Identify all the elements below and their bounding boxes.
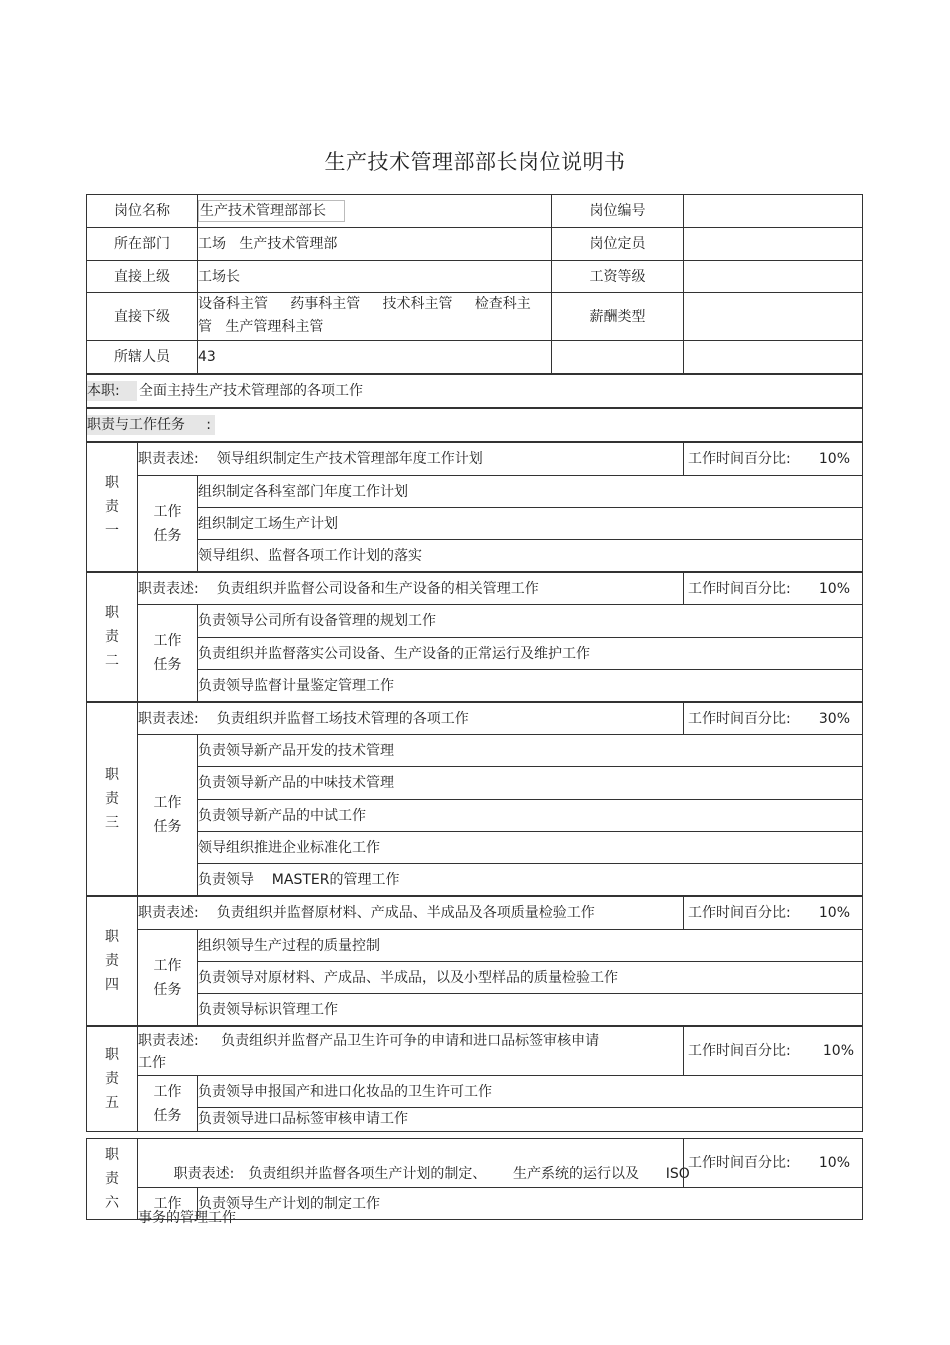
duty-1-time-label: 工作时间百分比: — [688, 451, 791, 467]
duty-4-time-label: 工作时间百分比: — [688, 905, 791, 921]
duty-2-time-pct: 10% — [818, 580, 850, 597]
position-name-cell — [197, 194, 552, 228]
staff-count-value: 43 — [197, 340, 552, 374]
duty-4-task-3: 负责领导标识管理工作 — [197, 993, 863, 1026]
duty-2-desc-text: 负责组织并监督公司设备和生产设备的相关管理工作 — [216, 580, 539, 597]
duty-5 — [86, 1026, 863, 1132]
duty-4-time — [683, 896, 863, 930]
duties-header-text: 职责与工作任务 — [87, 417, 185, 433]
duty-1-desc-label: 职责表述: — [138, 451, 199, 467]
duty-4-task-1: 组织领导生产过程的质量控制 — [197, 929, 863, 962]
duty-4-description — [137, 896, 684, 930]
duty-4-time-pct: 10% — [818, 905, 850, 921]
duty-6-desc-line-2: 事务的管理工作 — [138, 1210, 236, 1226]
duty-3-task-label: 工作 任务 — [137, 734, 198, 896]
duty-3-time-pct: 30% — [818, 710, 850, 727]
duty-3-task-1: 负责领导新产品开发的技术管理 — [197, 734, 863, 767]
label-department: 所在部门 — [86, 227, 198, 261]
duty-6-desc-label: 职责表述: — [173, 1166, 235, 1182]
subordinates-line-2: 管 生产管理科主管 — [198, 319, 324, 335]
label-headcount: 岗位定员 — [551, 227, 684, 261]
direct-subordinates-value — [197, 292, 552, 341]
duty-2-task-2: 负责组织并监督落实公司设备、生产设备的正常运行及维护工作 — [197, 637, 863, 670]
duty-3 — [86, 702, 863, 896]
duty-5-time-pct: 10% — [822, 1043, 854, 1059]
duty-5-time-label: 工作时间百分比: — [688, 1043, 791, 1059]
staff-count-value2 — [683, 340, 863, 374]
duty-6-task-1: 负责领导生产计划的制定工作 — [197, 1187, 863, 1220]
duty-3-task-4: 领导组织推进企业标准化工作 — [197, 831, 863, 864]
duty-5-task-label: 工作 任务 — [137, 1075, 198, 1132]
position-name-value: 生产技术管理部部长 — [198, 200, 345, 222]
duty-summary-label: 本职: — [87, 381, 137, 401]
duty-3-desc-label: 职责表述: — [138, 710, 199, 727]
duties-header-row — [86, 408, 863, 442]
duty-6-title: 职 责 六 — [86, 1138, 138, 1220]
department-value: 工场 生产技术管理部 — [197, 227, 552, 261]
duty-3-title: 职 责 三 — [86, 702, 138, 896]
duty-1 — [86, 442, 863, 572]
duty-6-time — [683, 1138, 863, 1188]
duty-2-time-label: 工作时间百分比: — [688, 580, 791, 597]
label-position-number: 岗位编号 — [551, 194, 684, 228]
duty-3-task-2: 负责领导新产品的中味技术管理 — [197, 766, 863, 800]
basic-info-table — [86, 194, 863, 374]
direct-superior-value: 工场长 — [197, 260, 552, 293]
duty-2-time — [683, 572, 863, 605]
duties-header-colon: : — [206, 417, 211, 433]
duty-6-time-pct: 10% — [818, 1155, 850, 1171]
label-pay-type: 薪酬类型 — [551, 292, 684, 341]
label-direct-superior: 直接上级 — [86, 260, 198, 293]
duty-1-title: 职 责 一 — [86, 442, 138, 572]
duty-2-title: 职 责 二 — [86, 572, 138, 702]
subordinates-line-1: 设备科主管 药事科主管 技术科主管 检查科主 — [198, 296, 531, 312]
duty-3-task-5: 负责领导 MASTER的管理工作 — [197, 863, 863, 896]
duty-6-task-label: 工作 — [137, 1187, 198, 1220]
duty-6-desc-line-1: 负责组织并监督各项生产计划的制定、 生产系统的运行以及 ISO — [248, 1166, 690, 1182]
duty-1-time — [683, 442, 863, 476]
duty-2-task-label: 工作 任务 — [137, 604, 198, 702]
duty-4-task-2: 负责领导对原材料、产成品、半成品，以及小型样品的质量检验工作 — [197, 961, 863, 994]
duty-4-task-label: 工作 任务 — [137, 929, 198, 1026]
duty-summary-row — [86, 374, 863, 408]
duty-5-desc-line-2: 工作 — [138, 1055, 166, 1071]
duty-1-task-2: 组织制定工场生产计划 — [197, 507, 863, 540]
label-staff-count: 所辖人员 — [86, 340, 198, 374]
position-number-value — [683, 194, 863, 228]
duty-6 — [86, 1138, 863, 1226]
duty-4 — [86, 896, 863, 1026]
duty-6-time-label: 工作时间百分比: — [688, 1155, 791, 1171]
duties-header-label — [87, 415, 215, 435]
duty-3-time-label: 工作时间百分比: — [688, 710, 791, 727]
duty-1-time-pct: 10% — [818, 451, 850, 467]
staff-count-label2 — [551, 340, 684, 374]
duty-5-title: 职 责 五 — [86, 1026, 138, 1132]
salary-grade-value — [683, 260, 863, 293]
duty-5-desc-label: 职责表述: — [138, 1033, 199, 1049]
pay-type-value — [683, 292, 863, 341]
duty-4-title: 职 责 四 — [86, 896, 138, 1026]
duty-2-task-3: 负责领导监督计量鉴定管理工作 — [197, 669, 863, 702]
duty-4-desc-text: 负责组织并监督原材料、产成品、半成品及各项质量检验工作 — [216, 905, 595, 921]
duty-1-description — [137, 442, 684, 476]
duty-1-task-1: 组织制定各科室部门年度工作计划 — [197, 475, 863, 508]
duty-5-description — [137, 1026, 684, 1076]
duty-5-time — [683, 1026, 863, 1076]
duty-1-desc-text: 领导组织制定生产技术管理部年度工作计划 — [216, 451, 483, 467]
duty-1-task-label: 工作 任务 — [137, 475, 198, 572]
duty-4-desc-label: 职责表述: — [138, 905, 199, 921]
label-position-name: 岗位名称 — [86, 194, 198, 228]
duty-5-task-2: 负责领导进口品标签审核申请工作 — [197, 1107, 863, 1132]
duty-3-desc-text: 负责组织并监督工场技术管理的各项工作 — [216, 710, 469, 727]
duty-5-desc-line-1: 负责组织并监督产品卫生许可争的申请和进口品标签审核申请 — [221, 1033, 600, 1049]
duty-2-description — [137, 572, 684, 605]
duty-summary-value: 全面主持生产技术管理部的各项工作 — [139, 383, 363, 399]
duty-5-task-1: 负责领导申报国产和进口化妆品的卫生许可工作 — [197, 1075, 863, 1108]
duty-2-desc-label: 职责表述: — [138, 580, 199, 597]
label-salary-grade: 工资等级 — [551, 260, 684, 293]
label-direct-subordinates: 直接下级 — [86, 292, 198, 341]
duty-2-task-1: 负责领导公司所有设备管理的规划工作 — [197, 604, 863, 638]
headcount-value — [683, 227, 863, 261]
document-title: 生产技术管理部部长岗位说明书 — [324, 150, 626, 174]
duty-3-description — [137, 702, 684, 735]
duty-3-time — [683, 702, 863, 735]
duty-1-task-3: 领导组织、监督各项工作计划的落实 — [197, 539, 863, 572]
duty-2 — [86, 572, 863, 702]
duty-3-task-3: 负责领导新产品的中试工作 — [197, 799, 863, 832]
